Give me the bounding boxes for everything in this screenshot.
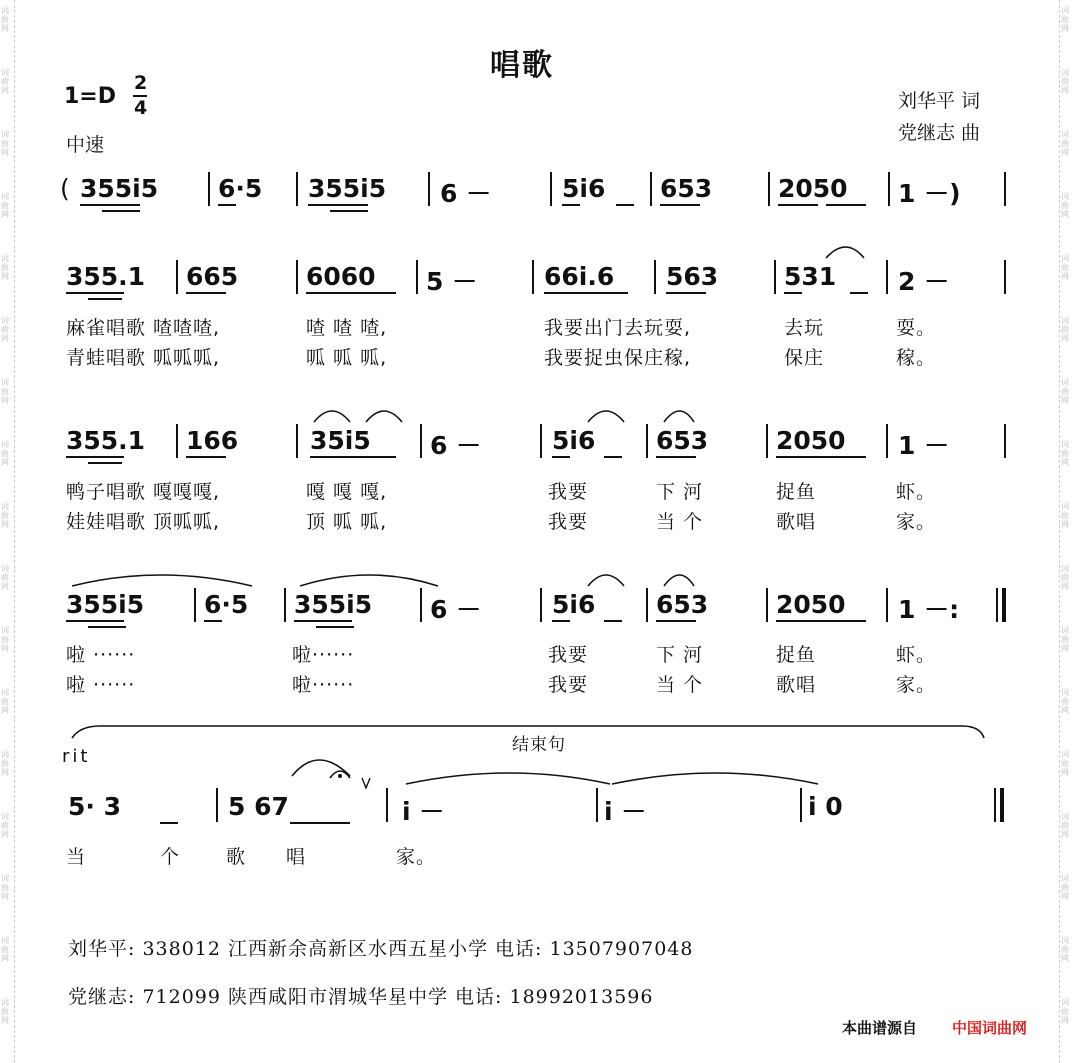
lyric-verse2: 当 个: [656, 511, 704, 533]
lyric-verse1: 我要出门去玩耍,: [544, 317, 692, 339]
slur: [292, 760, 350, 776]
watermark-text: 词 曲 网: [1061, 688, 1069, 715]
lyric-verse2: 我要: [548, 674, 589, 696]
coda-lyric: 当: [66, 846, 87, 868]
intro-measure: 5i6: [562, 174, 606, 203]
watermark-text: 词 曲 网: [1, 68, 9, 95]
composer-credit: 党继志 曲: [898, 122, 981, 144]
melody-measure: 6060: [306, 262, 376, 291]
watermark-text: 词 曲 网: [1, 750, 9, 777]
watermark-text: 词 曲 网: [1, 998, 9, 1025]
watermark-text: 词 曲 网: [1, 688, 9, 715]
watermark-text: 词 曲 网: [1061, 998, 1069, 1025]
melody-measure: 2 －: [898, 267, 950, 296]
watermark-text: 词 曲 网: [1061, 812, 1069, 839]
fermata-dot: [338, 774, 342, 778]
lyric-verse1: 喳 喳 喳,: [306, 317, 388, 339]
lyric-verse2: 家。: [896, 511, 937, 533]
melody-measure: 5i6: [552, 590, 596, 619]
melody-measure: 355i5: [66, 590, 145, 619]
watermark-text: 词 曲 网: [1061, 874, 1069, 901]
slur: [588, 411, 624, 422]
melody-measure: 653: [656, 590, 709, 619]
slur: [588, 575, 624, 586]
melody-measure: 653: [656, 426, 709, 455]
lyric-verse2: 歌唱: [776, 511, 817, 533]
watermark-text: 词 曲 网: [1, 254, 9, 281]
coda-lyric: 个: [160, 846, 181, 868]
lyricist-credit: 刘华平 词: [898, 90, 981, 112]
watermark-text: 词 曲 网: [1, 316, 9, 343]
watermark-text: 词 曲 网: [1061, 502, 1069, 529]
melody-measure: 355i5: [294, 590, 373, 619]
watermark-text: 词 曲 网: [1061, 316, 1069, 343]
watermark-text: 词 曲 网: [1061, 750, 1069, 777]
lyric-verse1: 虾。: [896, 644, 937, 666]
watermark-text: 词 曲 网: [1, 440, 9, 467]
melody-measure: 5 －: [426, 267, 478, 296]
slur: [664, 411, 694, 422]
melody-measure: 5i6: [552, 426, 596, 455]
watermark-text: 词 曲 网: [1061, 378, 1069, 405]
slur: [664, 575, 694, 586]
intro-measure: 355i5: [80, 174, 159, 203]
coda-measure: i －: [604, 797, 647, 826]
slur: [826, 247, 864, 258]
phrase-slur: [72, 726, 984, 738]
lyric-verse2: 呱 呱 呱,: [306, 347, 388, 369]
lyric-verse1: 我要: [548, 481, 589, 503]
watermark-text: 词 曲 网: [1, 192, 9, 219]
watermark-text: 词 曲 网: [1, 130, 9, 157]
melody-measure: 6·5: [204, 590, 249, 619]
watermark-text: 词 曲 网: [1, 564, 9, 591]
coda-measure: 5 67: [228, 792, 289, 821]
melody-measure: 563: [666, 262, 719, 291]
melody-measure: 6 －: [430, 431, 482, 460]
melody-measure: 166: [186, 426, 239, 455]
melody-measure: 531: [784, 262, 837, 291]
lyric-verse1: 下 河: [656, 481, 704, 503]
lyric-verse1: 捉鱼: [776, 644, 817, 666]
watermark-text: 词 曲 网: [1061, 564, 1069, 591]
lyric-verse2: 歌唱: [776, 674, 817, 696]
lyric-verse1: 我要: [548, 644, 589, 666]
melody-measure: 2050: [776, 590, 846, 619]
melody-measure: 665: [186, 262, 239, 291]
lyric-verse1: 去玩: [784, 317, 825, 339]
rit-marking: rit: [62, 746, 91, 767]
coda-lyric: 家。: [396, 846, 437, 868]
coda-lyric: 歌: [226, 846, 247, 868]
watermark-text: 词 曲 网: [1, 6, 9, 33]
lyric-verse1: 耍。: [896, 317, 937, 339]
slur: [72, 575, 252, 586]
watermark-text: 词 曲 网: [1, 378, 9, 405]
tempo-marking: 中速: [66, 134, 105, 156]
lyric-verse1: 下 河: [656, 644, 704, 666]
lyricist-contact: 刘华平: 338012 江西新余高新区水西五星小学 电话: 13507907048: [68, 938, 694, 960]
key-signature: 1=D: [64, 84, 117, 109]
tie: [406, 773, 610, 784]
melody-measure: 355.1: [66, 262, 146, 291]
lyric-verse1: 鸭子唱歌 嘎嘎嘎,: [66, 481, 221, 503]
watermark-text: 词 曲 网: [1, 936, 9, 963]
time-sig-bottom: 4: [134, 97, 148, 119]
watermark-text: 词 曲 网: [1061, 936, 1069, 963]
intro-measure: 653: [660, 174, 713, 203]
coda-lyric: 唱: [286, 846, 307, 868]
slur: [300, 575, 438, 586]
lyric-verse2: 当 个: [656, 674, 704, 696]
lyric-verse2: 啦 ······: [66, 674, 136, 696]
intro-measure: 355i5: [308, 174, 387, 203]
melody-measure: 66i.6: [544, 262, 615, 291]
lyric-verse1: 麻雀唱歌 喳喳喳,: [66, 317, 221, 339]
watermark-text: 词 曲 网: [1061, 6, 1069, 33]
coda-measure: i －: [402, 797, 445, 826]
lyric-verse1: 虾。: [896, 481, 937, 503]
lyric-verse2: 我要: [548, 511, 589, 533]
watermark-text: 词 曲 网: [1, 874, 9, 901]
watermark-text: 词 曲 网: [1061, 626, 1069, 653]
watermark-text: 词 曲 网: [1061, 130, 1069, 157]
intro-measure: 2050: [778, 174, 848, 203]
coda-label: 结束句: [512, 735, 566, 755]
watermark-text: 词 曲 网: [1061, 192, 1069, 219]
watermark-text: 词 曲 网: [1061, 68, 1069, 95]
lyric-verse2: 娃娃唱歌 顶呱呱,: [66, 511, 221, 533]
intro-measure: 6 －: [440, 179, 492, 208]
melody-measure: 355.1: [66, 426, 146, 455]
lyric-verse2: 顶 呱 呱,: [306, 511, 388, 533]
tie: [612, 773, 818, 784]
coda-measure: 5· 3: [68, 792, 121, 821]
lyric-verse2: 稼。: [896, 347, 937, 369]
lyric-verse2: 我要捉虫保庄稼,: [544, 347, 692, 369]
breath-mark: [362, 778, 370, 788]
intro-measure: 6·5: [218, 174, 263, 203]
song-title: 唱歌: [490, 48, 554, 83]
lyric-verse1: 啦 ······: [66, 644, 136, 666]
intro-close: 1 －): [898, 179, 961, 208]
melody-measure: 2050: [776, 426, 846, 455]
lyric-verse2: 啦······: [292, 674, 355, 696]
lyric-verse1: 啦······: [292, 644, 355, 666]
lyric-verse2: 家。: [896, 674, 937, 696]
lyric-verse2: 青蛙唱歌 呱呱呱,: [66, 347, 221, 369]
lyric-verse1: 捉鱼: [776, 481, 817, 503]
coda-measure: i 0: [808, 792, 843, 821]
source-brand-link[interactable]: 中国词曲网: [952, 1019, 1028, 1037]
intro-open-paren: (: [60, 174, 70, 203]
melody-measure: 6 －: [430, 595, 482, 624]
time-sig-top: 2: [134, 72, 148, 94]
watermark-text: 词 曲 网: [1061, 254, 1069, 281]
slur: [366, 411, 402, 422]
watermark-text: 词 曲 网: [1, 812, 9, 839]
melody-measure: 1 －:: [898, 595, 960, 624]
lyric-verse1: 嘎 嘎 嘎,: [306, 481, 388, 503]
lyric-verse2: 保庄: [784, 347, 825, 369]
composer-contact: 党继志: 712099 陕西咸阳市渭城华星中学 电话: 18992013596: [68, 986, 654, 1008]
melody-measure: 1 －: [898, 431, 950, 460]
watermark-text: 词 曲 网: [1061, 440, 1069, 467]
slur: [314, 411, 350, 422]
watermark-text: 词 曲 网: [1, 502, 9, 529]
watermark-text: 词 曲 网: [1, 626, 9, 653]
melody-measure: 35i5: [310, 426, 371, 455]
source-label: 本曲谱源自: [842, 1019, 918, 1037]
